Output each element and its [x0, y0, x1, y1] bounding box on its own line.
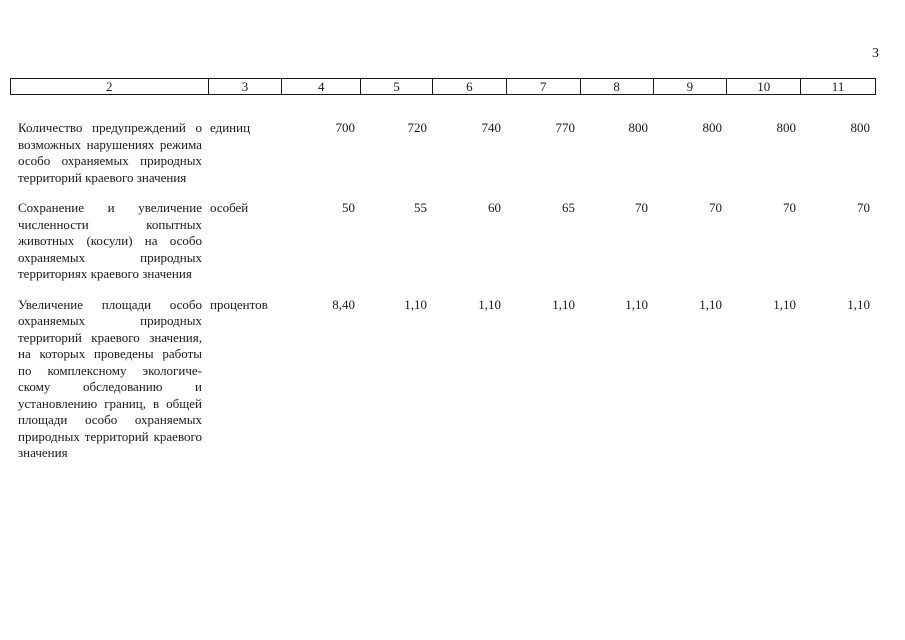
- value-cell: 60: [488, 200, 501, 215]
- value-cell: 1,10: [773, 296, 796, 312]
- table-row: [18, 297, 876, 476]
- indicator-unit: процентов: [210, 296, 268, 312]
- value-cell: 740: [481, 120, 501, 135]
- column-header-11: 11: [831, 79, 845, 94]
- value-cell: 720: [407, 120, 427, 135]
- table-row: [18, 120, 876, 200]
- value-cell: 70: [635, 200, 648, 215]
- column-header-3: 3: [209, 79, 283, 94]
- value-cell: 1,10: [625, 296, 648, 312]
- value-cell: 800: [702, 120, 722, 135]
- value-cell: 70: [709, 200, 722, 215]
- column-header-5: 5: [361, 79, 433, 94]
- value-cell: 55: [414, 200, 427, 215]
- column-header-10: 10: [727, 79, 801, 94]
- value-cell: 700: [335, 120, 355, 135]
- column-header-6: 6: [433, 79, 507, 94]
- value-cell: 800: [776, 120, 796, 135]
- value-cell: 1,10: [699, 296, 722, 312]
- column-header-9: 9: [654, 79, 728, 94]
- indicator-unit: особей: [210, 200, 249, 215]
- table-row: [18, 200, 876, 297]
- value-cell: 1,10: [847, 296, 870, 312]
- column-header-2: 2: [11, 79, 209, 94]
- column-header-7: 7: [507, 79, 581, 94]
- value-cell: 50: [342, 200, 355, 215]
- value-cell: 800: [850, 120, 870, 135]
- indicator-name: Количество предупреждений о возможных нарушениях режима особо охраняемых природных территорий краевого значения: [18, 120, 202, 185]
- value-cell: 70: [783, 200, 796, 215]
- column-header-4: 4: [282, 79, 361, 94]
- value-cell: 1,10: [404, 296, 427, 312]
- value-cell: 65: [562, 200, 575, 215]
- value-cell: 1,10: [478, 296, 501, 312]
- value-cell: 70: [857, 200, 870, 215]
- value-cell: 800: [628, 120, 648, 135]
- indicator-name: Увеличение площади особо охраняемых природных территорий краевого значения, на которых проведены работы по комплексному экологическому обследованию и установлению границ, в общей площади особо охраняемых природных территорий краевого значения: [18, 296, 202, 460]
- table-header: [10, 78, 876, 95]
- indicator-unit: единиц: [210, 120, 251, 135]
- column-header-8: 8: [581, 79, 654, 94]
- indicators-table: [18, 120, 876, 476]
- value-cell: 8,40: [332, 296, 355, 312]
- value-cell: 770: [555, 120, 575, 135]
- page-number: 3: [872, 46, 879, 61]
- value-cell: 1,10: [552, 296, 575, 312]
- indicator-name: Сохранение и увеличение численности копытных животных (косули) на особо охраняемых природных территориях краевого значения: [18, 200, 202, 281]
